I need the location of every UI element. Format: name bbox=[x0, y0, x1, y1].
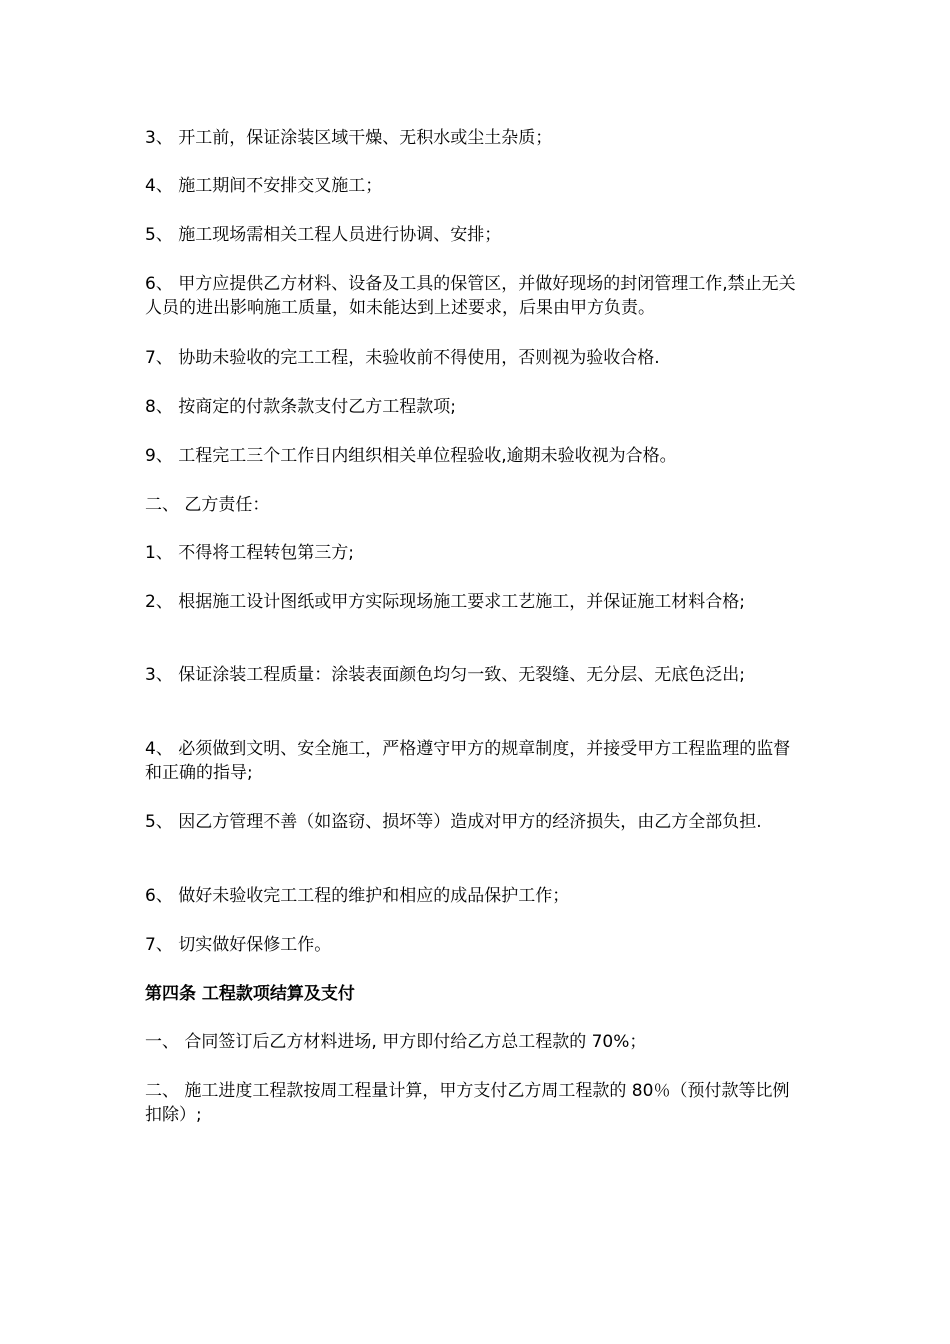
article-four-heading: 第四条 工程款项结算及支付 bbox=[145, 984, 355, 1004]
section-party-b-heading: 二、 乙方责任： bbox=[145, 495, 270, 515]
clause-party-a-5: 5、 施工现场需相关工程人员进行协调、安排； bbox=[145, 225, 502, 245]
clause-party-a-6: 6、 甲方应提供乙方材料、设备及工具的保管区，并做好现场的封闭管理工作,禁止无关人员的进出影响施工质量，如未能达到上述要求，后果由甲方负责。 bbox=[145, 274, 796, 318]
clause-party-b-6: 6、 做好未验收完工工程的维护和相应的成品保护工作； bbox=[145, 886, 570, 906]
clause-party-a-3: 3、 开工前，保证涂装区域干燥、无积水或尘土杂质； bbox=[145, 128, 553, 148]
clause-party-b-3: 3、 保证涂装工程质量：涂装表面颜色均匀一致、无裂缝、无分层、无底色泛出; bbox=[145, 665, 745, 685]
clause-party-a-8: 8、 按商定的付款条款支付乙方工程款项; bbox=[145, 397, 456, 417]
clause-party-b-2: 2、 根据施工设计图纸或甲方实际现场施工要求工艺施工，并保证施工材料合格; bbox=[145, 592, 745, 612]
clause-party-a-4: 4、 施工期间不安排交叉施工； bbox=[145, 176, 383, 196]
clause-party-b-5: 5、 因乙方管理不善（如盗窃、损坏等）造成对甲方的经济损失，由乙方全部负担. bbox=[145, 812, 762, 832]
clause-party-b-4: 4、 必须做到文明、安全施工，严格遵守甲方的规章制度，并接受甲方工程监理的监督和正确的指导; bbox=[145, 739, 791, 783]
payment-clause-1: 一、 合同签订后乙方材料进场, 甲方即付给乙方总工程款的 70%； bbox=[145, 1032, 647, 1052]
clause-party-b-7: 7、 切实做好保修工作。 bbox=[145, 935, 332, 955]
payment-clause-2: 二、 施工进度工程款按周工程量计算，甲方支付乙方周工程款的 80％（预付款等比例扣除）; bbox=[145, 1081, 790, 1125]
clause-party-b-1: 1、 不得将工程转包第三方; bbox=[145, 543, 354, 563]
clause-party-a-9: 9、 工程完工三个工作日内组织相关单位程验收,逾期未验收视为合格。 bbox=[145, 446, 677, 466]
clause-party-a-7: 7、 协助未验收的完工工程，未验收前不得使用，否则视为验收合格. bbox=[145, 348, 660, 368]
